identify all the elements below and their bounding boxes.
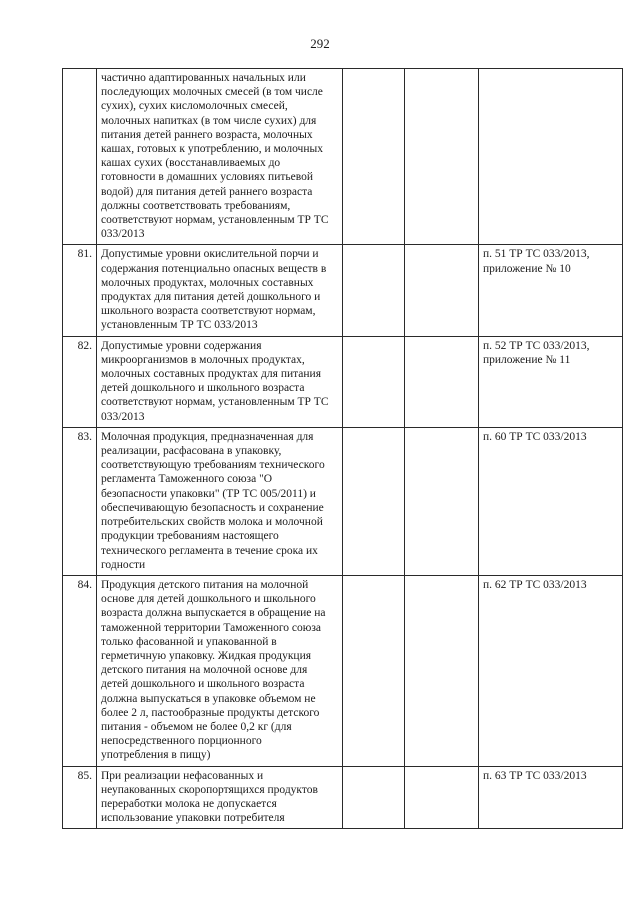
- table-row: [63, 336, 623, 427]
- legal-reference: п. 51 ТР ТС 033/2013, приложение № 10: [483, 248, 590, 275]
- page-number: 292: [310, 36, 330, 51]
- answer-cell-yes[interactable]: [343, 766, 405, 829]
- row-number: 83.: [63, 427, 97, 575]
- row-number: 82.: [63, 336, 97, 427]
- legal-reference: п. 63 ТР ТС 033/2013: [483, 769, 587, 782]
- answer-cell-no[interactable]: [405, 427, 479, 575]
- requirement-text: Допустимые уровни окислительной порчи и содержания потенциально опасных веществ в молочных продуктах, молочных составных продуктах для питания детей дошкольного и школьного возраста соответствуют нормам, установленным ТР ТС 033/2013: [101, 248, 327, 332]
- table-row: [63, 245, 623, 336]
- table-row: [63, 427, 623, 575]
- requirement-text: При реализации нефасованных и неупакованных скоропортящихся продуктов переработки молока не допускается использование упаковки потребителя: [101, 769, 318, 825]
- answer-cell-no[interactable]: [405, 245, 479, 336]
- requirement-text: Допустимые уровни содержания микроорганизмов в молочных продуктах, молочных составных продуктах для питания детей дошкольного и школьного возраста соответствуют нормам, установленным ТР ТС 033/2013: [101, 339, 329, 423]
- answer-cell-yes[interactable]: [343, 245, 405, 336]
- requirements-table: [62, 68, 623, 829]
- legal-reference: п. 52 ТР ТС 033/2013, приложение № 11: [483, 339, 590, 366]
- row-number: [63, 69, 97, 245]
- requirement-text: Продукция детского питания на молочной основе для детей дошкольного и школьного возраста должна выпускается в обращение на таможенной территории Таможенного союза только фасованной и упакованной в герметичную упаковку. Жидкая продукция детского питания на молочной основе для детей дошкольного и школьного возраста должна выпускаться в упаковке объемом не более 2 л, пастообразные продукты детского питания - объемом не более 0,2 кг (для непосредственного порционного употребления в пищу): [101, 578, 326, 762]
- row-number: 81.: [63, 245, 97, 336]
- answer-cell-no[interactable]: [405, 766, 479, 829]
- table-row: [63, 575, 623, 766]
- answer-cell-yes[interactable]: [343, 427, 405, 575]
- answer-cell-yes[interactable]: [343, 336, 405, 427]
- table-row: [63, 766, 623, 829]
- table-row: [63, 69, 623, 245]
- legal-reference: п. 60 ТР ТС 033/2013: [483, 430, 587, 443]
- answer-cell-no[interactable]: [405, 69, 479, 245]
- answer-cell-yes[interactable]: [343, 69, 405, 245]
- requirement-text: частично адаптированных начальных или последующих молочных смесей (в том числе сухих), сухих кисломолочных смесей, молочных напитках (в том числе сухих) для питания детей раннего возраста, молочных кашах, готовых к употреблению, и молочных кашах сухих (восстанавливаемых до готовности в домашних условиях питьевой водой) для питания детей раннего возраста должны соответствовать требованиям, соответствуют нормам, установленным ТР ТС 033/2013: [101, 72, 329, 241]
- row-number: 85.: [63, 766, 97, 829]
- requirement-text: Молочная продукция, предназначенная для реализации, расфасована в упаковку, соответствующую требованиям технического регламента Таможенного союза "О безопасности упаковки" (ТР ТС 005/2011) и обеспечивающую безопасность и сохранение потребительских свойств молока и молочной продукции требованиям настоящего технического регламента в течение срока их годности: [101, 430, 325, 571]
- legal-reference: п. 62 ТР ТС 033/2013: [483, 578, 587, 591]
- answer-cell-yes[interactable]: [343, 575, 405, 766]
- answer-cell-no[interactable]: [405, 575, 479, 766]
- row-number: 84.: [63, 575, 97, 766]
- answer-cell-no[interactable]: [405, 336, 479, 427]
